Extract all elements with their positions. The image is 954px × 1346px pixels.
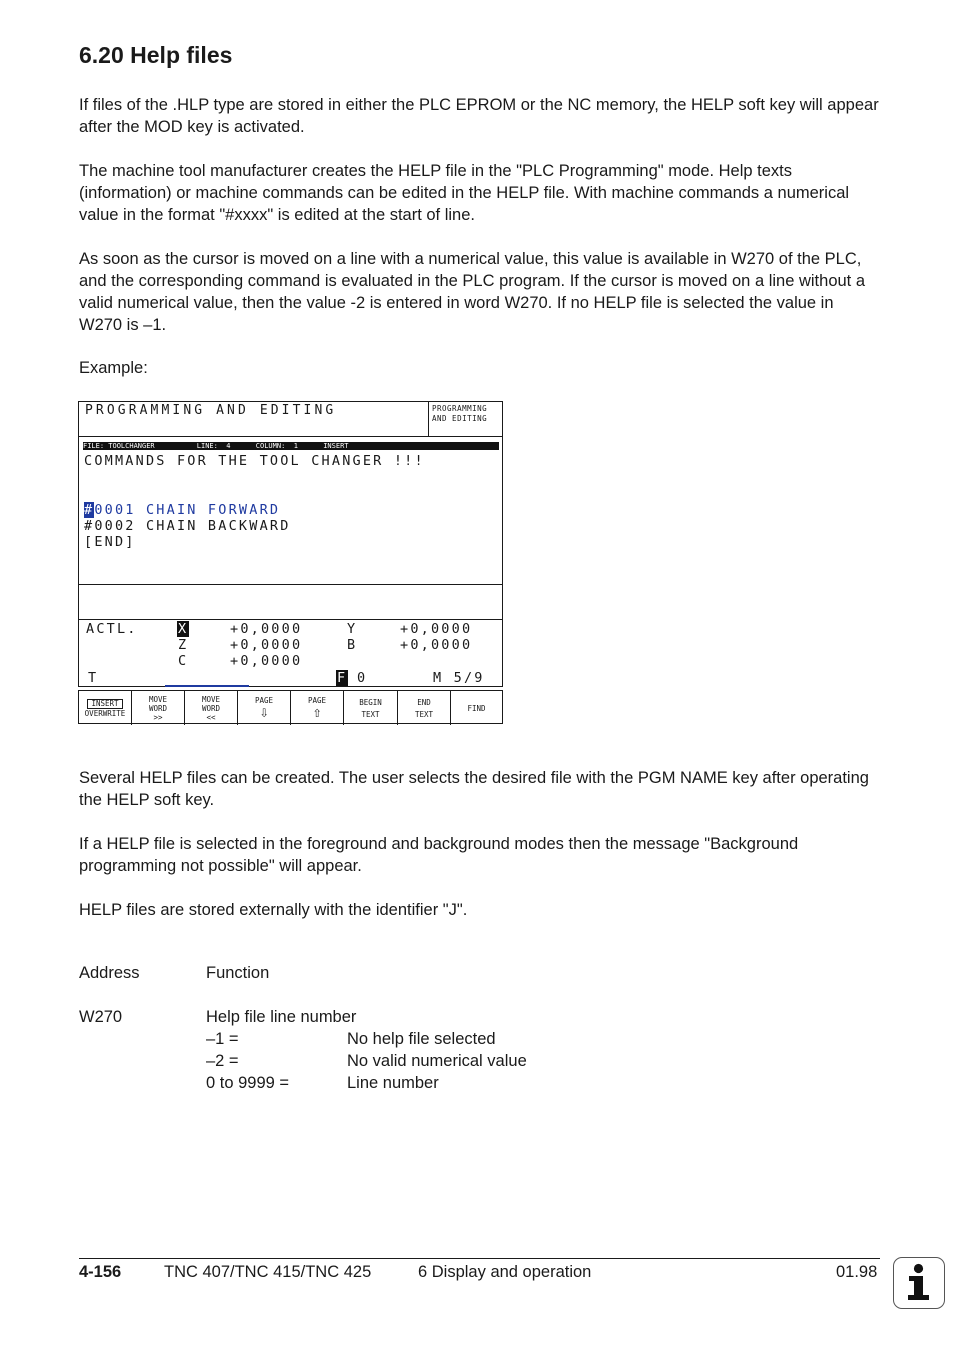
paragraph-example-label: Example:: [79, 359, 148, 377]
footer-chapter: 6 Display and operation: [418, 1263, 592, 1281]
feed-value: 0: [357, 670, 368, 686]
mode-label-line1: PROGRAMMING: [432, 404, 488, 413]
softkey-insert-overwrite[interactable]: INSERT OVERWRITE: [79, 691, 132, 725]
softkey-move-word-left[interactable]: MOVE WORD <<: [185, 691, 238, 725]
axis-b-label: B: [347, 637, 358, 653]
program-line-chain-backward: #0002 CHAIN BACKWARD: [84, 518, 291, 534]
footer-model: TNC 407/TNC 415/TNC 425: [164, 1263, 372, 1281]
position-label: ACTL.: [86, 621, 138, 637]
axis-c-label: C: [178, 653, 189, 669]
softkey-find[interactable]: FIND: [467, 703, 486, 713]
tnc-screen-example: [78, 401, 503, 724]
position-display: [78, 619, 503, 687]
axis-z-label: Z: [178, 637, 189, 653]
tool-label: T: [88, 670, 99, 686]
table-code-range: 0 to 9999 =: [206, 1074, 290, 1092]
paragraph-background-message: If a HELP file is selected in the foreground and background modes then the message "Background programming not possible" will appear.: [79, 835, 799, 875]
softkey-end-text[interactable]: END TEXT: [398, 691, 451, 725]
file-status-bar: FILE: TOOLCHANGER LINE: 4 COLUMN: 1 INSERT: [83, 442, 499, 450]
paragraph-cursor-w270: As soon as the cursor is moved on a line with a numerical value, this value is available in W270 of the PLC, and the corresponding command is evaluated in the PLC program. If the cursor is moved on a line without a valid numerical value, then the value -2 is entered in word W270. If no HELP file is selected the value in W270 is –1.: [79, 250, 866, 334]
softkey-page-up[interactable]: PAGE ⇧: [291, 691, 344, 725]
screen-title: PROGRAMMING AND EDITING: [85, 403, 337, 418]
program-line-comment: COMMANDS FOR THE TOOL CHANGER !!!: [84, 453, 425, 469]
arrow-down-icon: ⇩: [259, 703, 269, 721]
program-line-end: [END]: [84, 534, 136, 550]
message-line: [78, 584, 503, 620]
program-area: [78, 436, 503, 585]
paragraph-external-identifier: HELP files are stored externally with the identifier "J".: [79, 901, 468, 919]
table-address-w270: W270: [79, 1008, 123, 1026]
program-line-chain-forward-text: 0001 CHAIN FORWARD: [94, 502, 281, 518]
axis-y-label: Y: [347, 621, 358, 637]
axis-y-value: +0,0000: [400, 621, 473, 637]
paragraph-several-help-files: Several HELP files can be created. The user selects the desired file with the PGM NAME key after operating the HELP soft key.: [79, 769, 869, 809]
softkey-move-word-right[interactable]: MOVE WORD >>: [132, 691, 185, 725]
header-divider: [428, 402, 429, 436]
softkey-begin-text[interactable]: BEGIN TEXT: [344, 691, 398, 725]
table-code-minus1: –1 =: [206, 1030, 239, 1048]
arrow-up-icon: ⇧: [312, 703, 322, 721]
m-function: M 5/9: [433, 670, 485, 686]
footer-date: 01.98: [836, 1263, 878, 1281]
table-header-function: Function: [206, 964, 270, 982]
text-cursor: #: [84, 502, 95, 518]
mode-label-line2: AND EDITING: [432, 414, 488, 423]
axis-c-value: +0,0000: [230, 653, 303, 669]
program-line-chain-forward: [84, 502, 280, 518]
info-icon-glyph: [894, 1258, 943, 1307]
progress-mark: [165, 685, 249, 687]
paragraph-help-softkey: If files of the .HLP type are stored in either the PLC EPROM or the NC memory, the HELP soft key will appear after the MOD key is activated.: [79, 96, 879, 136]
screen-header: [78, 401, 503, 437]
table-code-minus2: –2 =: [206, 1052, 239, 1070]
footer-rule: [79, 1258, 880, 1259]
footer-page-number: 4-156: [79, 1263, 122, 1281]
axis-x-value: +0,0000: [230, 621, 303, 637]
feed-label: F: [337, 670, 348, 686]
page-title: 6.20 Help files: [79, 42, 233, 68]
table-desc-range: Line number: [347, 1074, 439, 1092]
info-icon: [893, 1257, 945, 1309]
table-desc-minus2: No valid numerical value: [347, 1052, 527, 1070]
softkey-page-down[interactable]: PAGE ⇩: [238, 691, 291, 725]
table-desc-minus1: No help file selected: [347, 1030, 496, 1048]
axis-x-label: X: [178, 621, 189, 637]
table-function-description: Help file line number: [206, 1008, 357, 1026]
paragraph-help-file-creation: The machine tool manufacturer creates the HELP file in the "PLC Programming" mode. Help texts (information) or machine commands can be edited in the HELP file. With machine commands a numerical value in the format "#xxxx" is edited at the start of line.: [79, 162, 850, 224]
axis-z-value: +0,0000: [230, 637, 303, 653]
table-header-address: Address: [79, 964, 140, 982]
softkey-row: [78, 690, 503, 724]
axis-b-value: +0,0000: [400, 637, 473, 653]
